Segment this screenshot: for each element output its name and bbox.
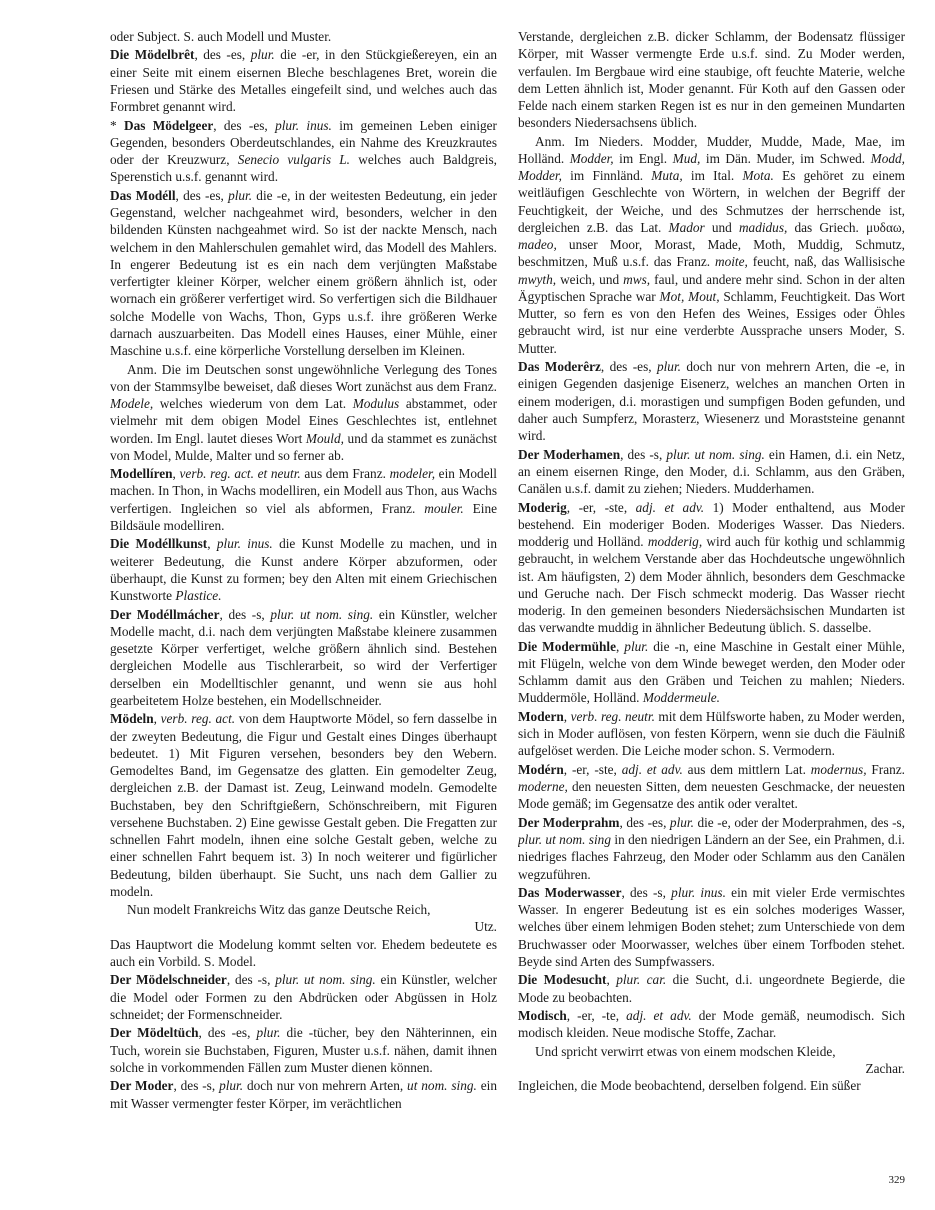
left-column-entry: Der Mödelschneider, des -s, plur. ut nom. sing. ein Künstler, welcher die Model oder Formen zu den Abdrücken oder Abgüssen in Holz schneidet; der Formenschneider.	[110, 972, 497, 1022]
right-column-entry: Der Moderprahm, des -es, plur. die -e, oder der Moderprahmen, des -s, plur. ut nom. sing in den niedrigen Ländern an der See, ein Prahmen, d.i. niedriges flaches Fahrzeug, den Moder oder Schlamm aus den Canälen wegzuführen.	[518, 814, 905, 882]
right-column-entry: Moderig, -er, -ste, adj. et adv. 1) Moder enthaltend, aus Moder bestehend. Ein moderiger Boden. Moderiges Wasser. Das Nieders. modderig und Holländ. modderig, wird auch für kothig und schlammig gebraucht, in welchem Verstande aber das Hochdeutsche ungewöhnlich ist. Am häufigsten, 2) dem Moder ähnlich, besonders dem Geschmacke und Geruche nach. Der Fisch schmeckt moderig. Das Wasser riecht moderig. In den gemeinen besonders Niedersächsischen Mundarten ist das verwandte muddig in ähnlicher Bedeutung üblich. S. dasselbe.	[518, 499, 905, 636]
left-column-entry: Modellíren, verb. reg. act. et neutr. aus dem Franz. modeler, ein Modell machen. In Thon, in Wachs modelliren, ein Modell aus Thon, aus Wachs verfertigen. Ingleichen so viel als abformen, Franz. mouler. Eine Bildsäule modelliren.	[110, 466, 497, 533]
left-column-entry: oder Subject. S. auch Modell und Muster.	[110, 29, 332, 44]
right-column-entry: Modern, verb. reg. neutr. mit dem Hülfsworte haben, zu Moder werden, sich in Moder auflösen, von festen Körpern, wenn sie duch die Fäulniß aufgelöset werden. Die Leiche moder schon. S. Vermodern.	[518, 708, 905, 759]
right-column-entry: Zachar.	[865, 1061, 905, 1076]
left-column-entry: Der Modéllmácher, des -s, plur. ut nom. sing. ein Künstler, welcher Modelle macht, d.i. nach dem verjüngten Maßstabe kleinere zusammen gesetzte Körper verfertiget, welche größern ähnlich sind. Bestehen dergleichen Modelle aus Tischlerarbeit, so wird der Verfertiger derselben ein Modelltischler genannt, und wenn sie aus hohl gearbeitetem Holze bestehen, ein Modellschneider.	[110, 606, 497, 708]
left-column-entry: Das Hauptwort die Modelung kommt selten vor. Ehedem bedeutete es auch ein Vorbild. S. Model.	[110, 936, 497, 969]
right-column-entry: Die Modesucht, plur. car. die Sucht, d.i. ungeordnete Begierde, die Mode zu beobachten.	[518, 972, 905, 1005]
right-column-entry: Verstande, dergleichen z.B. dicker Schlamm, der Bodensatz flüssiger Körper, mit Wasser vermengte Erde u.s.f. sind. Zu Moder werden, verfaulen. Im Bergbaue wird eine staubige, oft feuchte Materie, welche dem Letten ähnlich ist, Moder genannt. Für Koth auf den Gassen oder Felde nach einem starken Regen ist es nur in den gemeinen Mundarten besonders Niedersachsens üblich.	[518, 29, 905, 131]
left-column-entry: Mödeln, verb. reg. act. von dem Hauptworte Mödel, so fern dasselbe in der zweyten Bedeutung, die Figur und Gestalt eines Dinges überhaupt bedeutet. 1) Mit Figuren versehen, besonders bey den Webern. Gemodeltes Band, im Gegensatze des glatten. Ein gemodelter Zeug, dergleichen z.B. der Damast ist. Zeug, Leinwand modeln. Gemodelte Buchstaben, bey den Schriftgießern, Schönschreibern, mit Figuren versehene Buchstaben. 2) Eine gewisse Gestalt geben. Die Fregatten zur schnellen Fahrt modeln, ihnen eine solche Gestalt geben, welche zu einer schnellen Fahrt bequem ist. 3) In noch weiterer und figürlicher Bedeutung, bilden überhaupt. Sie Sucht, uns nach dem Gallier zu modeln.	[110, 711, 497, 899]
right-column-entry: Die Modermühle, plur. die -n, eine Maschine in Gestalt einer Mühle, mit Flügeln, welche von dem Winde beweget werden, den Moder oder Schlamm damit aus den Gräben und Teichen zu mahlen; Nieders. Muddermöle, Holländ. Moddermeule.	[518, 638, 905, 706]
right-column-entry: Modérn, -er, -ste, adj. et adv. aus dem mittlern Lat. modernus, Franz. moderne, den neuesten Sitten, dem neuesten Geschmacke, der neuesten Mode gemäß; im Gegensatze des antik oder veraltet.	[518, 761, 905, 812]
left-column-entry: Nun modelt Frankreichs Witz das ganze Deutsche Reich,	[127, 902, 431, 918]
right-column-entry: Modisch, -er, -te, adj. et adv. der Mode gemäß, neumodisch. Sich modisch kleiden. Neue modische Stoffe, Zachar.	[518, 1008, 905, 1041]
left-column-entry: Das Modéll, des -es, plur. die -e, in der weitesten Bedeutung, ein jeder Gegenstand, welcher nachgeahmet wird, besonders, welcher in den bildenden Künsten nachgeahmet wird. So ist der nackte Mensch, nach welchem in den Mahlerschulen gemahlet wird, das Modell des Mahlers. In engerer Bedeutung ist es ein nach dem verjüngten Maßstabe verfertigter kleiner Körper, welcher einem größern ähnlich ist, oder wornach ein größerer verfertiget wird. So verfertigen sich die Bildhauer solche Modelle von Wachs, Thon, Gyps u.s.f. ihre größeren Werke darnach auszuarbeiten. Das Modell eines Hauses, einer Mühle, einer Maschine u.s.f. eine körperliche Vorstellung derselben im Kleinen.	[110, 187, 497, 359]
left-column-entry: Der Mödeltüch, des -es, plur. die -tücher, bey den Nähterinnen, ein Tuch, worein sie Buchstaben, Figuren, Muster u.s.f. nähen, damit ihnen solche in vorkommenden Fällen zum Muster dienen können.	[110, 1025, 497, 1075]
left-column-entry: Utz.	[474, 919, 497, 935]
left-column-entry: Der Moder, des -s, plur. doch nur von mehrern Arten, ut nom. sing. ein mit Wasser vermengter fester Körper, im verächtlichen	[110, 1078, 497, 1111]
right-column-entry: Ingleichen, die Mode beobachtend, derselben folgend. Ein süßer	[518, 1078, 861, 1094]
right-column-entry: Der Moderhamen, des -s, plur. ut nom. sing. ein Hamen, d.i. ein Netz, an einem eisernen Ringe, den Moder, d.i. Schlamm, aus den Gräben, Canälen u.s.f. damit zu ziehen; Nieders. Mudderhamen.	[518, 446, 905, 497]
left-column	[110, 28, 497, 1200]
right-column-entry: Anm. Im Nieders. Modder, Mudder, Mudde, Made, Mae, im Holländ. Modder, im Engl. Mud, im Dän. Muder, im Schwed. Modd, Modder, im Finnländ. Muta, im Ital. Mota. Es gehöret zu einem weitläufigen Geschlechte von Wörtern, in welchen der Begriff der Feuchtigkeit, der Weiche, und des Schmutzes der herrschende ist, dergleichen z.B. das Lat. Mador und madidus, das Griech. μυδαω, madeo, unser Moor, Morast, Made, Moth, Muddig, Schmutz, beschmitzen, Muß u.s.f. das Franz. moite, feucht, naß, das Wallisische mwyth, weich, und mws, faul, und andere mehr sind. Schon in der alten Ägyptischen Sprache war Mot, Mout, Schlamm, Feuchtigkeit. Das Wort Mutter, so fern es von den Hefen des Weines, Essiges oder Öhles gebraucht wird, ist nur eine verderbte Aussprache unsers Moder, S. Mutter.	[518, 133, 905, 356]
right-column-entry: Und spricht verwirrt etwas von einem modschen Kleide,	[535, 1043, 836, 1059]
left-column-entry: Die Mödelbrêt, des -es, plur. die -er, in den Stückgießereyen, ein an einer Seite mit einem eisernen Bleche beschlagenes Bret, worein die Friesen und Stärke des Metalles eingefeilt sind, und welches auch das Formbret genannt wird.	[110, 47, 497, 115]
left-column-entry: Anm. Die im Deutschen sonst ungewöhnliche Verlegung des Tones von der Stammsylbe beweiset, daß dieses Wort zunächst aus dem Franz. Modele, welches wiederum von dem Lat. Modulus abstammet, oder vielmehr mit dem obigen Model Eines Geschlechtes ist, entlehnet worden. Im Engl. lautet dieses Wort Mould, und da stammet es zunächst von Model, Mulde, Malter und so ferner ab.	[110, 361, 497, 463]
right-column	[518, 28, 905, 1176]
right-column-entry: Das Moderwasser, des -s, plur. inus. ein mit vieler Erde vermischtes Wasser. In engerer Bedeutung ist es ein solches moderiges Wasser, welches über einem lehmigen Boden stehet; zum Unterschiede von dem Bruchwasser oder Moorwasser, welches über einem Torfboden stehet. Beyde sind Arten des Sumpfwassers.	[518, 884, 905, 969]
right-column-entry: Das Moderêrz, des -es, plur. doch nur von mehrern Arten, die -e, in einigen Gegenden dasjenige Eisenerz, welches an manchen Orten in einem moderigen, d.i. morastigen und sumpfigen Boden gefunden, und daher auch Sumpferz, Morasterz, Wiesenerz und Moraststeine genannt wird.	[518, 359, 905, 444]
left-column-entry: * Das Mödelgeer, des -es, plur. inus. im gemeinen Leben einiger Gegenden, besonders Oberdeutschlandes, ein Nahme des Kreuzkrautes oder der Kreuzwurz, Senecio vulgaris L. welches auch Baldgreis, Sperenstich u.s.f. genannt wird.	[110, 117, 497, 185]
page-number: 329	[888, 1174, 905, 1186]
left-column-entry: Die Modéllkunst, plur. inus. die Kunst Modelle zu machen, und in weiterer Bedeutung, die Kunst andere Körper abzuformen, oder überhaupt, die Kunst zu formen; bey den Alten mit einem Griechischen Kunstworte Plastice.	[110, 536, 497, 604]
